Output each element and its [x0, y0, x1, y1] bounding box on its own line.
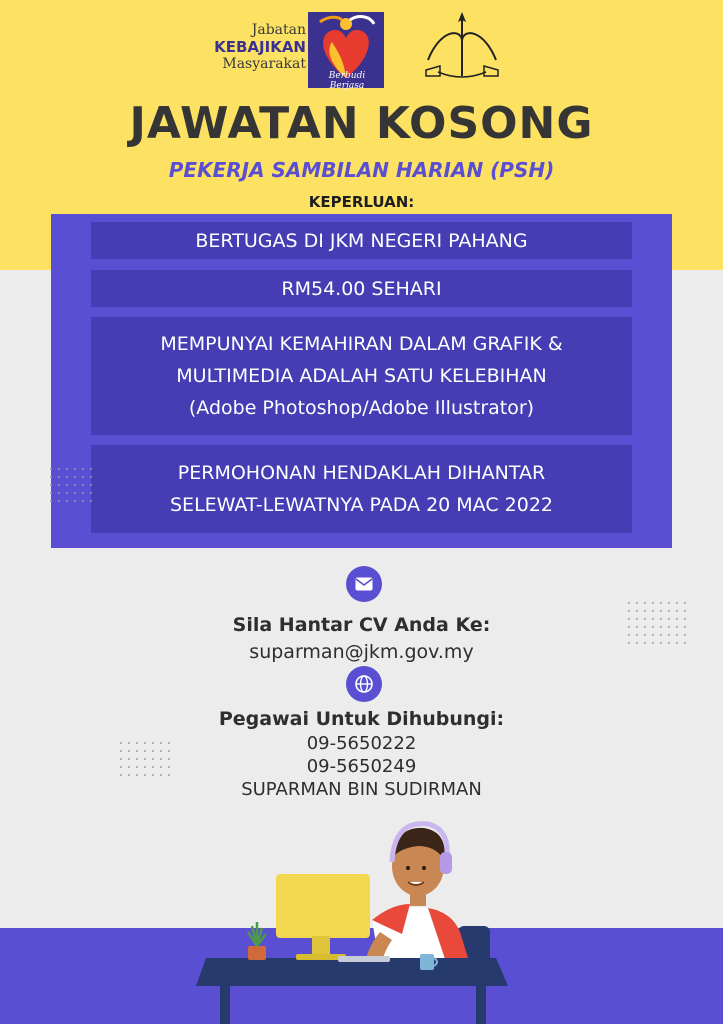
requirement-line: MEMPUNYAI KEMAHIRAN DALAM GRAFIK &: [160, 333, 563, 355]
person-at-computer-illustration: [196, 808, 516, 1024]
requirement-line: BERTUGAS DI JKM NEGERI PAHANG: [195, 229, 528, 252]
jkm-logo-motto: Berbudi Berjasa: [328, 71, 366, 91]
jkm-logo-line1: Jabatan: [251, 22, 306, 38]
envelope-icon: [346, 566, 382, 602]
requirement-item: [91, 317, 632, 435]
page-title: JAWATAN KOSONG: [129, 98, 594, 149]
officer-label: Pegawai Untuk Dihubungi:: [218, 708, 505, 730]
officer-name: SUPARMAN BIN SUDIRMAN: [241, 779, 482, 800]
requirement-line: SELEWAT-LEWATNYA PADA 20 MAC 2022: [170, 494, 553, 516]
requirements-panel: [51, 214, 672, 548]
requirement-line: MULTIMEDIA ADALAH SATU KELEBIHAN: [176, 365, 547, 387]
cv-label: Sila Hantar CV Anda Ke:: [232, 614, 491, 636]
page-subtitle: PEKERJA SAMBILAN HARIAN (PSH): [168, 158, 555, 182]
jkm-logo-text: [202, 22, 306, 73]
pahang-crest-icon: [420, 10, 504, 90]
requirement-line: (Adobe Photoshop/Adobe Illustrator): [188, 397, 535, 419]
jkm-logo-line3: Masyarakat: [222, 56, 306, 72]
phone-1[interactable]: 09-5650222: [306, 733, 417, 754]
jkm-logo-line2: KEBAJIKAN: [214, 38, 306, 56]
requirement-item: [91, 222, 632, 259]
phone-2[interactable]: 09-5650249: [306, 756, 417, 777]
requirement-item: [91, 270, 632, 307]
decorative-dots: [50, 468, 92, 502]
requirement-line: PERMOHONAN HENDAKLAH DIHANTAR: [177, 462, 546, 484]
requirement-item: [91, 445, 632, 533]
email-link[interactable]: suparman@jkm.gov.my: [249, 641, 474, 663]
requirement-line: RM54.00 SEHARI: [281, 277, 442, 300]
requirements-label: KEPERLUAN:: [308, 193, 415, 211]
globe-icon: [346, 666, 382, 702]
